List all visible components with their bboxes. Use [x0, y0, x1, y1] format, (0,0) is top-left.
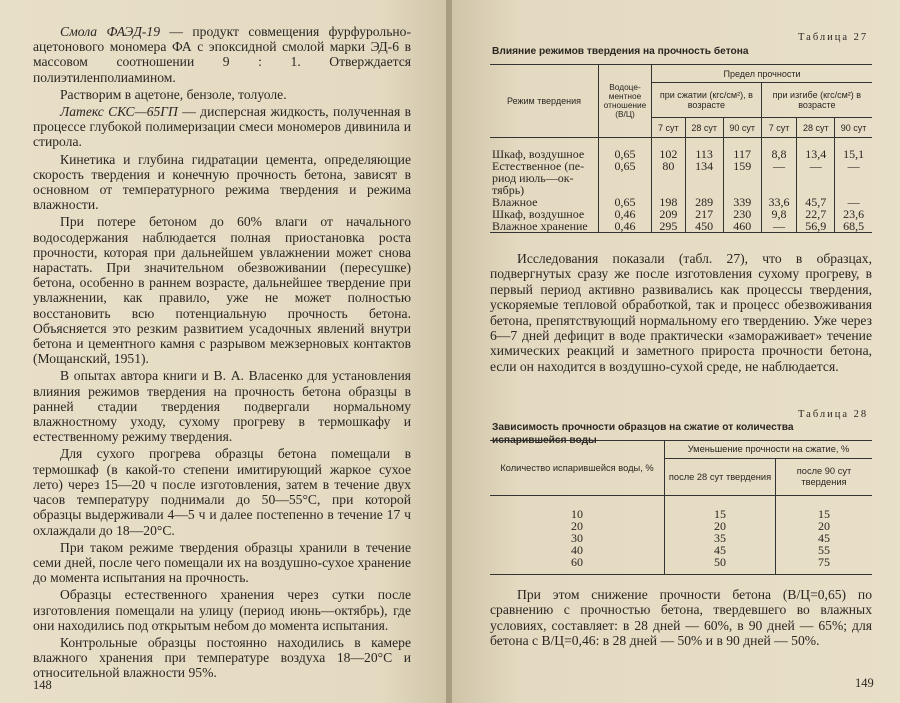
- paragraph-latex: [33, 104, 411, 150]
- cell-value: 450: [685, 220, 723, 233]
- header-age: 90 сут: [723, 118, 761, 138]
- header-regime: Режим твердения: [490, 65, 599, 138]
- cell-value: 117: [723, 148, 761, 160]
- table-row: [490, 520, 872, 532]
- term-latex: Латекс СКС—65ГП: [60, 104, 178, 120]
- cell-value: 209: [652, 208, 686, 220]
- cell-regime: тябрь): [492, 183, 525, 197]
- header-decrease: Уменьшение прочности на сжатие, %: [665, 441, 873, 459]
- cell-value: 113: [685, 148, 723, 160]
- paragraph-storage: При таком режиме твердения образцы хранили в течение семи дней, после чего помещали их на воздушно-сухое хранение до момента испытания на прочность.: [33, 539, 411, 586]
- cell-value: 22,7: [797, 208, 835, 220]
- cell-value: 15: [776, 508, 873, 520]
- cell-value: 20: [665, 520, 776, 532]
- header-age: 28 сут: [797, 118, 835, 138]
- cell-wc: 0,46: [599, 220, 652, 233]
- header-wc: Водоцементное отношение (В/Ц): [599, 65, 652, 138]
- header-bending: при изгибе (кгс/см²) в возрасте: [761, 83, 872, 118]
- term-resin: Смола ФАЭД-19: [60, 24, 161, 39]
- paragraph-text: — продукт совмещения фурфурольно-ацетонового мономера ФА с эпоксидной смолой марки ЭД-6 в массовом соотношении 9 : 1. Отверждается полиэтиленполиамином.: [33, 24, 411, 85]
- cell-value: —: [797, 160, 835, 172]
- cell-value: 56,9: [797, 220, 835, 233]
- cell-wc: 0,65: [599, 160, 652, 172]
- cell-value: 55: [776, 544, 873, 556]
- cell-value: 198: [652, 196, 686, 208]
- cell-value: 295: [652, 220, 686, 233]
- cell-water: 40: [571, 543, 583, 557]
- cell-value: 15,1: [835, 148, 872, 160]
- cell-value: —: [761, 220, 797, 233]
- header-after90: после 90 сут твердения: [776, 459, 873, 496]
- header-age: 7 сут: [761, 118, 797, 138]
- cell-water: 10: [571, 507, 583, 521]
- right-paragraph-1: [490, 251, 872, 374]
- cell-value: 20: [776, 520, 873, 532]
- cell-wc: 0,65: [599, 196, 652, 208]
- cell-value: 35: [665, 532, 776, 544]
- header-water: Количество испарившейся воды, %: [490, 441, 665, 496]
- paragraph-text: — дисперсная жидкость, полученная в процессе глубокой полимеризации смеси мономеров дивинила и стирола.: [33, 104, 412, 150]
- cell-value: 45: [776, 532, 873, 544]
- cell-water: 20: [571, 519, 583, 533]
- paragraph-control: Контрольные образцы постоянно находились в камере влажного хранения при температуре воздуха 18—20°С и относительной влажности 95%.: [33, 634, 411, 681]
- cell-value: 134: [685, 160, 723, 172]
- cell-value: 33,6: [761, 196, 797, 208]
- cell-regime: риод июль—ок-: [492, 171, 574, 185]
- page-number-left: 148: [33, 678, 52, 692]
- page-number-right: 149: [855, 676, 874, 690]
- cell-wc: 0,65: [599, 148, 652, 160]
- cell-regime: Естественное (пе-: [492, 159, 585, 173]
- paragraph-solvents: Растворим в ацетоне, бензоле, толуоле.: [60, 86, 287, 102]
- paragraph-moisture-loss: При потере бетоном до 60% влаги от начального водосодержания наблюдается полная приостановка роста прочности, которая при дальнейшем увлажнении может снова нарастать. При значительном обезвоживании (пересушке) бетона, особенно в раннем возрасте, дальнейшее твердение при увлажнении, как правило, уже не может полностью восстановить всю потенциальную прочность бетона. Объясняется это резким развитием усадочных явлений внутри бетона и цементного камня с разрывом межзерновых контактов (Мощанский, 1951).: [33, 214, 411, 367]
- paragraph-resin: [33, 24, 411, 85]
- left-page: [0, 0, 448, 703]
- paragraph-natural: Образцы естественного хранения через сутки после изготовления помещали на улицу (период июнь—октябрь), где они находились под открытым небом до момента испытания.: [33, 587, 411, 633]
- table-row: [490, 172, 872, 184]
- cell-water: 60: [490, 556, 665, 575]
- cell-value: 289: [685, 196, 723, 208]
- cell-value: —: [835, 160, 872, 172]
- header-after28: после 28 сут твердения: [665, 459, 776, 496]
- paragraph-decrease: При этом снижение прочности бетона (В/Ц=0,65) по сравнению с прочностью бетона, твердевшего во влажных условиях, составляет: в 28 дней — 60%, в 90 дней — 65%; для бетона с В/Ц=0,46: в 28 дней — 50% и в 90 дней — 50%.: [490, 587, 872, 649]
- header-age: 90 сут: [835, 118, 872, 138]
- cell-value: 159: [723, 160, 761, 172]
- cell-value: 45,7: [797, 196, 835, 208]
- cell-value: —: [761, 160, 797, 172]
- cell-value: 460: [723, 220, 761, 233]
- paragraph-kinetics: Кинетика и глубина гидратации цемента, определяющие скорость твердения и конечную прочность бетона, зависят в основном от температурного режима твердения и режима влажности.: [33, 151, 411, 213]
- cell-regime: Шкаф, воздушное: [492, 207, 585, 221]
- table28-title: Зависимость прочности образцов на сжатие от количества испарившейся воды: [492, 422, 794, 446]
- cell-value: 23,6: [835, 208, 872, 220]
- cell-value: 45: [665, 544, 776, 556]
- header-age: 28 сут: [685, 118, 723, 138]
- paragraph-experiments: В опытах автора книги и В. А. Власенко для установления влияния режимов твердения на прочность бетона образцы в ранней стадии твердения подвергали нормальному влажностному уходу, сухому прогреву в термошкафу и естественному режиму твердения.: [33, 368, 411, 445]
- table-27: [490, 64, 872, 233]
- table28-label: Таблица 28: [798, 409, 869, 420]
- table27-label: Таблица 27: [798, 32, 869, 43]
- cell-value: 230: [723, 208, 761, 220]
- table-row: [490, 556, 872, 575]
- cell-value: 50: [665, 556, 776, 575]
- header-age: 7 сут: [652, 118, 686, 138]
- cell-value: 102: [652, 148, 686, 160]
- paragraph-research: Исследования показали (табл. 27), что в образцах, подвергнутых сразу же после изготовления сухому прогреву, в первый период активно развивались как процессы твердения, ускоряемые тепловой обработкой, так и процесс обезвоживания бетона, препятствующий нормальному его твердению. Уже через 6—7 дней дефицит в воде практически «замораживает» течение химических реакций и заметного прироста прочности бетона, если он находится в воздушно-сухой среде, не наблюдается.: [490, 251, 872, 374]
- cell-value: 13,4: [797, 148, 835, 160]
- cell-value: 68,5: [835, 220, 872, 233]
- cell-value: 339: [723, 196, 761, 208]
- cell-value: 75: [776, 556, 873, 575]
- cell-wc: 0,46: [599, 208, 652, 220]
- table-row: [490, 220, 872, 233]
- cell-value: 15: [665, 508, 776, 520]
- paragraph-dry-heating: Для сухого прогрева образцы бетона помещали в термошкаф (в какой-то степени имитирующий жаркое сухое лето) через 15—20 ч после изготовления, затем в течение двух часов температуру поднимали до 50—55°С, при которой образцы выдерживали 4—5 ч и далее постепенно в течение 17 ч охлаждали до 18—20°С.: [33, 446, 411, 538]
- cell-value: 8,8: [761, 148, 797, 160]
- cell-regime: Шкаф, воздушное: [492, 147, 585, 161]
- table-28: [490, 440, 872, 575]
- header-strength: Предел прочности: [652, 65, 873, 83]
- table27-title: Влияние режимов твердения на прочность бетона: [492, 46, 749, 57]
- header-compression: при сжатии (кгс/см²), в возрасте: [652, 83, 762, 118]
- table-row: [490, 544, 872, 556]
- cell-value: 217: [685, 208, 723, 220]
- right-paragraph-2: [490, 587, 872, 649]
- cell-regime: Влажное: [492, 195, 538, 209]
- table-row: [490, 508, 872, 520]
- left-page-text: [33, 24, 411, 681]
- cell-value: —: [835, 196, 872, 208]
- cell-value: 80: [652, 160, 686, 172]
- cell-regime: Влажное хранение: [490, 220, 599, 233]
- cell-value: 9,8: [761, 208, 797, 220]
- cell-water: 30: [571, 531, 583, 545]
- table-row: [490, 532, 872, 544]
